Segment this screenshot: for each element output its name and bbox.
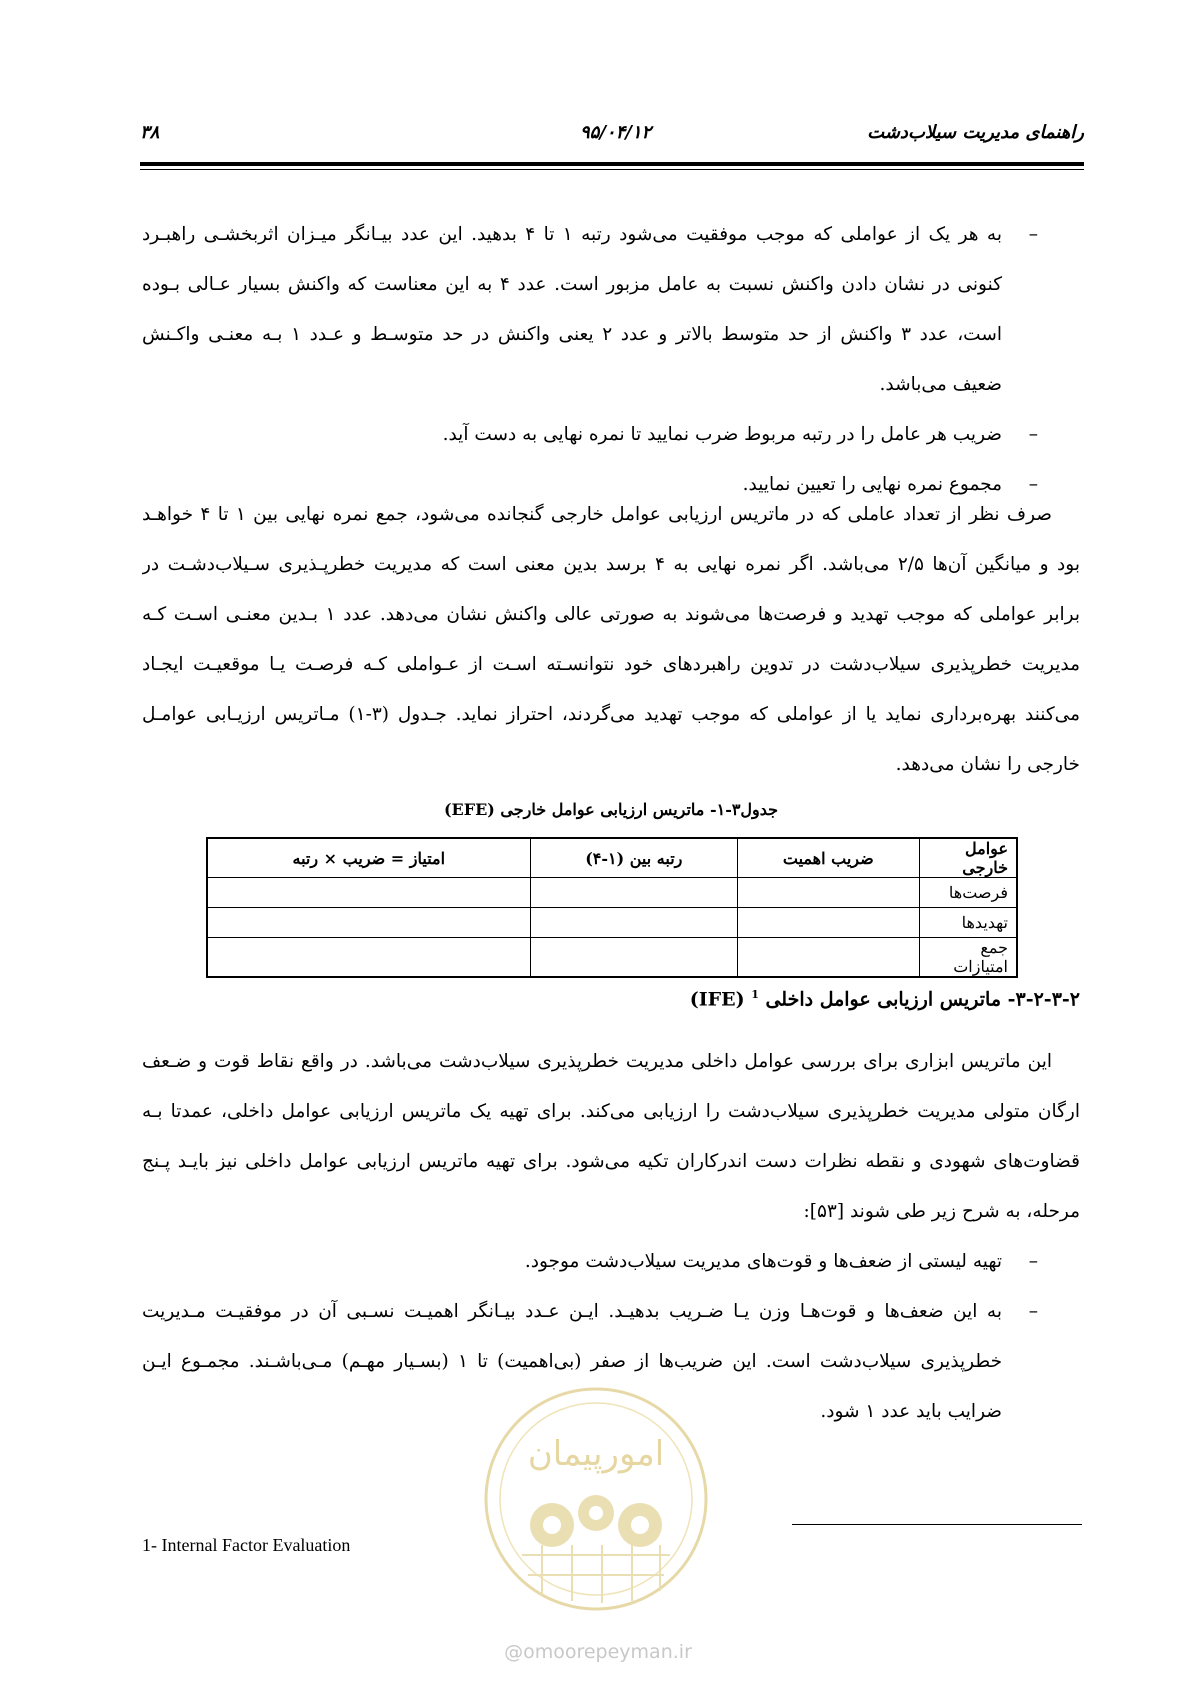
bullet-continuation: کنونی در نشان دادن واکنش نسبت به عامل مزبور است. عدد ۴ به این معناست که واکنش بسیار عـالی بـوده bbox=[142, 274, 1002, 295]
bullet-item: – به این ضعف‌ها و قوت‌هـا وزن یـا ضـریب بدهیـد. ایـن عـدد بیـانگر اهمیـت نسـبی آن در موفقیـت مـدیریت bbox=[142, 1287, 1080, 1337]
bullet-item: – به هر یک از عواملی که موجب موفقیت می‌شود رتبه ۱ تا ۴ بدهید. این عدد بیـانگر میـزان اثربخشـی راهبـرد bbox=[142, 210, 1080, 260]
table-header-cell: امتیاز = ضریب × رتبه bbox=[207, 838, 530, 878]
paragraph-line: قضاوت‌های شهودی و نقطه نظرات دست اندرکاران تکیه می‌شود. برای تهیه ماتریس ارزیابی عوامل داخلی نیز بایـد پـنج bbox=[142, 1151, 1080, 1172]
paragraph-line: بود و میانگین آن‌ها ۲/۵ می‌باشد. اگر نمره نهایی به ۴ برسد بدین معنی است که مدیریت خطرپـذیری سـیلاب‌دشـت در bbox=[142, 554, 1080, 575]
table-cell bbox=[530, 908, 737, 938]
page-number: ۳۸ bbox=[140, 122, 160, 143]
bullet-continuation: ضعیف می‌باشد. bbox=[879, 374, 1002, 395]
footnote-separator bbox=[792, 1524, 1082, 1525]
section-heading bbox=[142, 988, 1080, 1010]
table-cell bbox=[738, 938, 920, 978]
table-cell bbox=[530, 938, 737, 978]
table-cell bbox=[530, 878, 737, 908]
paragraph-line: مرحله، به شرح زیر طی شوند [۵۳]: bbox=[803, 1201, 1080, 1222]
section-heading-text: ۳-۲-۳-۲- ماتریس ارزیابی عوامل داخلی bbox=[765, 988, 1080, 1011]
header-rule-thick bbox=[140, 162, 1084, 166]
table-header-cell: عوامل خارجی bbox=[919, 838, 1017, 878]
bullet-dash: – bbox=[1028, 1301, 1038, 1322]
table-cell bbox=[207, 908, 530, 938]
paragraph-line: این ماتریس ابزاری برای بررسی عوامل داخلی مدیریت خطرپذیری سیلاب‌دشت می‌باشد. در واقع نقاط قوت و ضـعف bbox=[142, 1051, 1052, 1072]
page-header bbox=[140, 122, 1084, 150]
bullet-item: – تهیه لیستی از ضعف‌ها و قوت‌های مدیریت سیلاب‌دشت موجود. bbox=[142, 1237, 1080, 1287]
paragraph-line: خارجی را نشان می‌دهد. bbox=[895, 754, 1080, 775]
table-row bbox=[207, 908, 1017, 938]
table-cell bbox=[738, 908, 920, 938]
table-row bbox=[207, 938, 1017, 978]
bullet-item: – مجموع نمره نهایی را تعیین نمایید. bbox=[142, 460, 1080, 510]
table-row bbox=[207, 878, 1017, 908]
table-cell: تهدیدها bbox=[919, 908, 1017, 938]
steps-list-efe bbox=[142, 210, 1080, 510]
footnote: 1- Internal Factor Evaluation bbox=[142, 1535, 351, 1555]
paragraph-line: صرف نظر از تعداد عاملی که در ماتریس ارزیابی عوامل خارجی گنجانده می‌شود، جمع نمره نهایی بین ۱ تا ۴ خواهـد bbox=[142, 504, 1052, 525]
bullet-dash: – bbox=[1028, 1251, 1038, 1272]
paragraph-line: مدیریت خطرپذیری سیلاب‌دشت در تدوین راهبردهای خود نتوانسـته اسـت از عـواملی کـه فرصـت یـا موقعیـت ایجـاد bbox=[142, 654, 1080, 675]
table-cell: فرصت‌ها bbox=[919, 878, 1017, 908]
footnote-marker: 1 bbox=[751, 988, 759, 1001]
efe-matrix-table bbox=[206, 837, 1018, 978]
section-heading-abbr: (IFE) bbox=[689, 988, 745, 1011]
header-rule-thin bbox=[140, 169, 1084, 170]
header-date: ۹۵/۰۴/۱۲ bbox=[580, 122, 652, 143]
paragraph-efe-score bbox=[142, 490, 1080, 790]
bullet-continuation: خطرپذیری سیلاب‌دشت است. این ضریب‌ها از صفر (بی‌اهمیت) تا ۱ (بسـیار مهـم) مـی‌باشـند. مجمـوع ایـن bbox=[142, 1351, 1003, 1372]
bullet-dash: – bbox=[1028, 424, 1038, 445]
table-header-row bbox=[207, 838, 1017, 878]
publisher-stamp-logo bbox=[482, 1385, 710, 1613]
bullet-dash: – bbox=[1028, 474, 1038, 495]
svg-text:امورپیمان: امورپیمان bbox=[527, 1434, 665, 1474]
paragraph-line: برابر عواملی که موجب تهدید و فرصت‌ها می‌شوند به صورتی عالی واکنش نشان می‌دهد. عدد ۱ بـدین معنـی اسـت کـه bbox=[142, 604, 1080, 625]
table-cell: جمع امتیازات bbox=[919, 938, 1017, 978]
header-title: راهنمای مدیریت سیلاب‌دشت bbox=[867, 122, 1084, 143]
table-header-cell: رتبه بین (۱-۴) bbox=[530, 838, 737, 878]
table-caption: جدول۳-۱- ماتریس ارزیابی عوامل خارجی (EFE) bbox=[443, 800, 779, 819]
paragraph-line: ارگان متولی مدیریت خطرپذیری سیلاب‌دشت را ارزیابی می‌کند. برای تهیه یک ماتریس ارزیابی عوامل داخلی، عمدتا بـه bbox=[142, 1101, 1080, 1122]
table-cell bbox=[207, 938, 530, 978]
bullet-continuation: است، عدد ۳ واکنش از حد متوسط بالاتر و عدد ۲ یعنی واکنش در حد متوسـط و عـدد ۱ بـه معنـی واکـنش bbox=[142, 324, 1002, 345]
bullet-item: – ضریب هر عامل را در رتبه مربوط ضرب نمایید تا نمره نهایی به دست آید. bbox=[142, 410, 1080, 460]
table-cell bbox=[738, 878, 920, 908]
watermark-url: @omoorepeyman.ir bbox=[504, 1641, 692, 1663]
table-cell bbox=[207, 878, 530, 908]
bullet-dash: – bbox=[1028, 224, 1038, 245]
table-header-cell: ضریب اهمیت bbox=[738, 838, 920, 878]
paragraph-line: می‌کنند بهره‌برداری نماید یا از عواملی که موجب تهدید می‌گردند، احتراز نماید. جـدول (۳-۱) مـاتریس ارزیـابی عوامـل bbox=[142, 704, 1080, 725]
paragraph-ife bbox=[142, 1037, 1080, 1437]
bullet-continuation: ضرایب باید عدد ۱ شود. bbox=[820, 1401, 1002, 1422]
